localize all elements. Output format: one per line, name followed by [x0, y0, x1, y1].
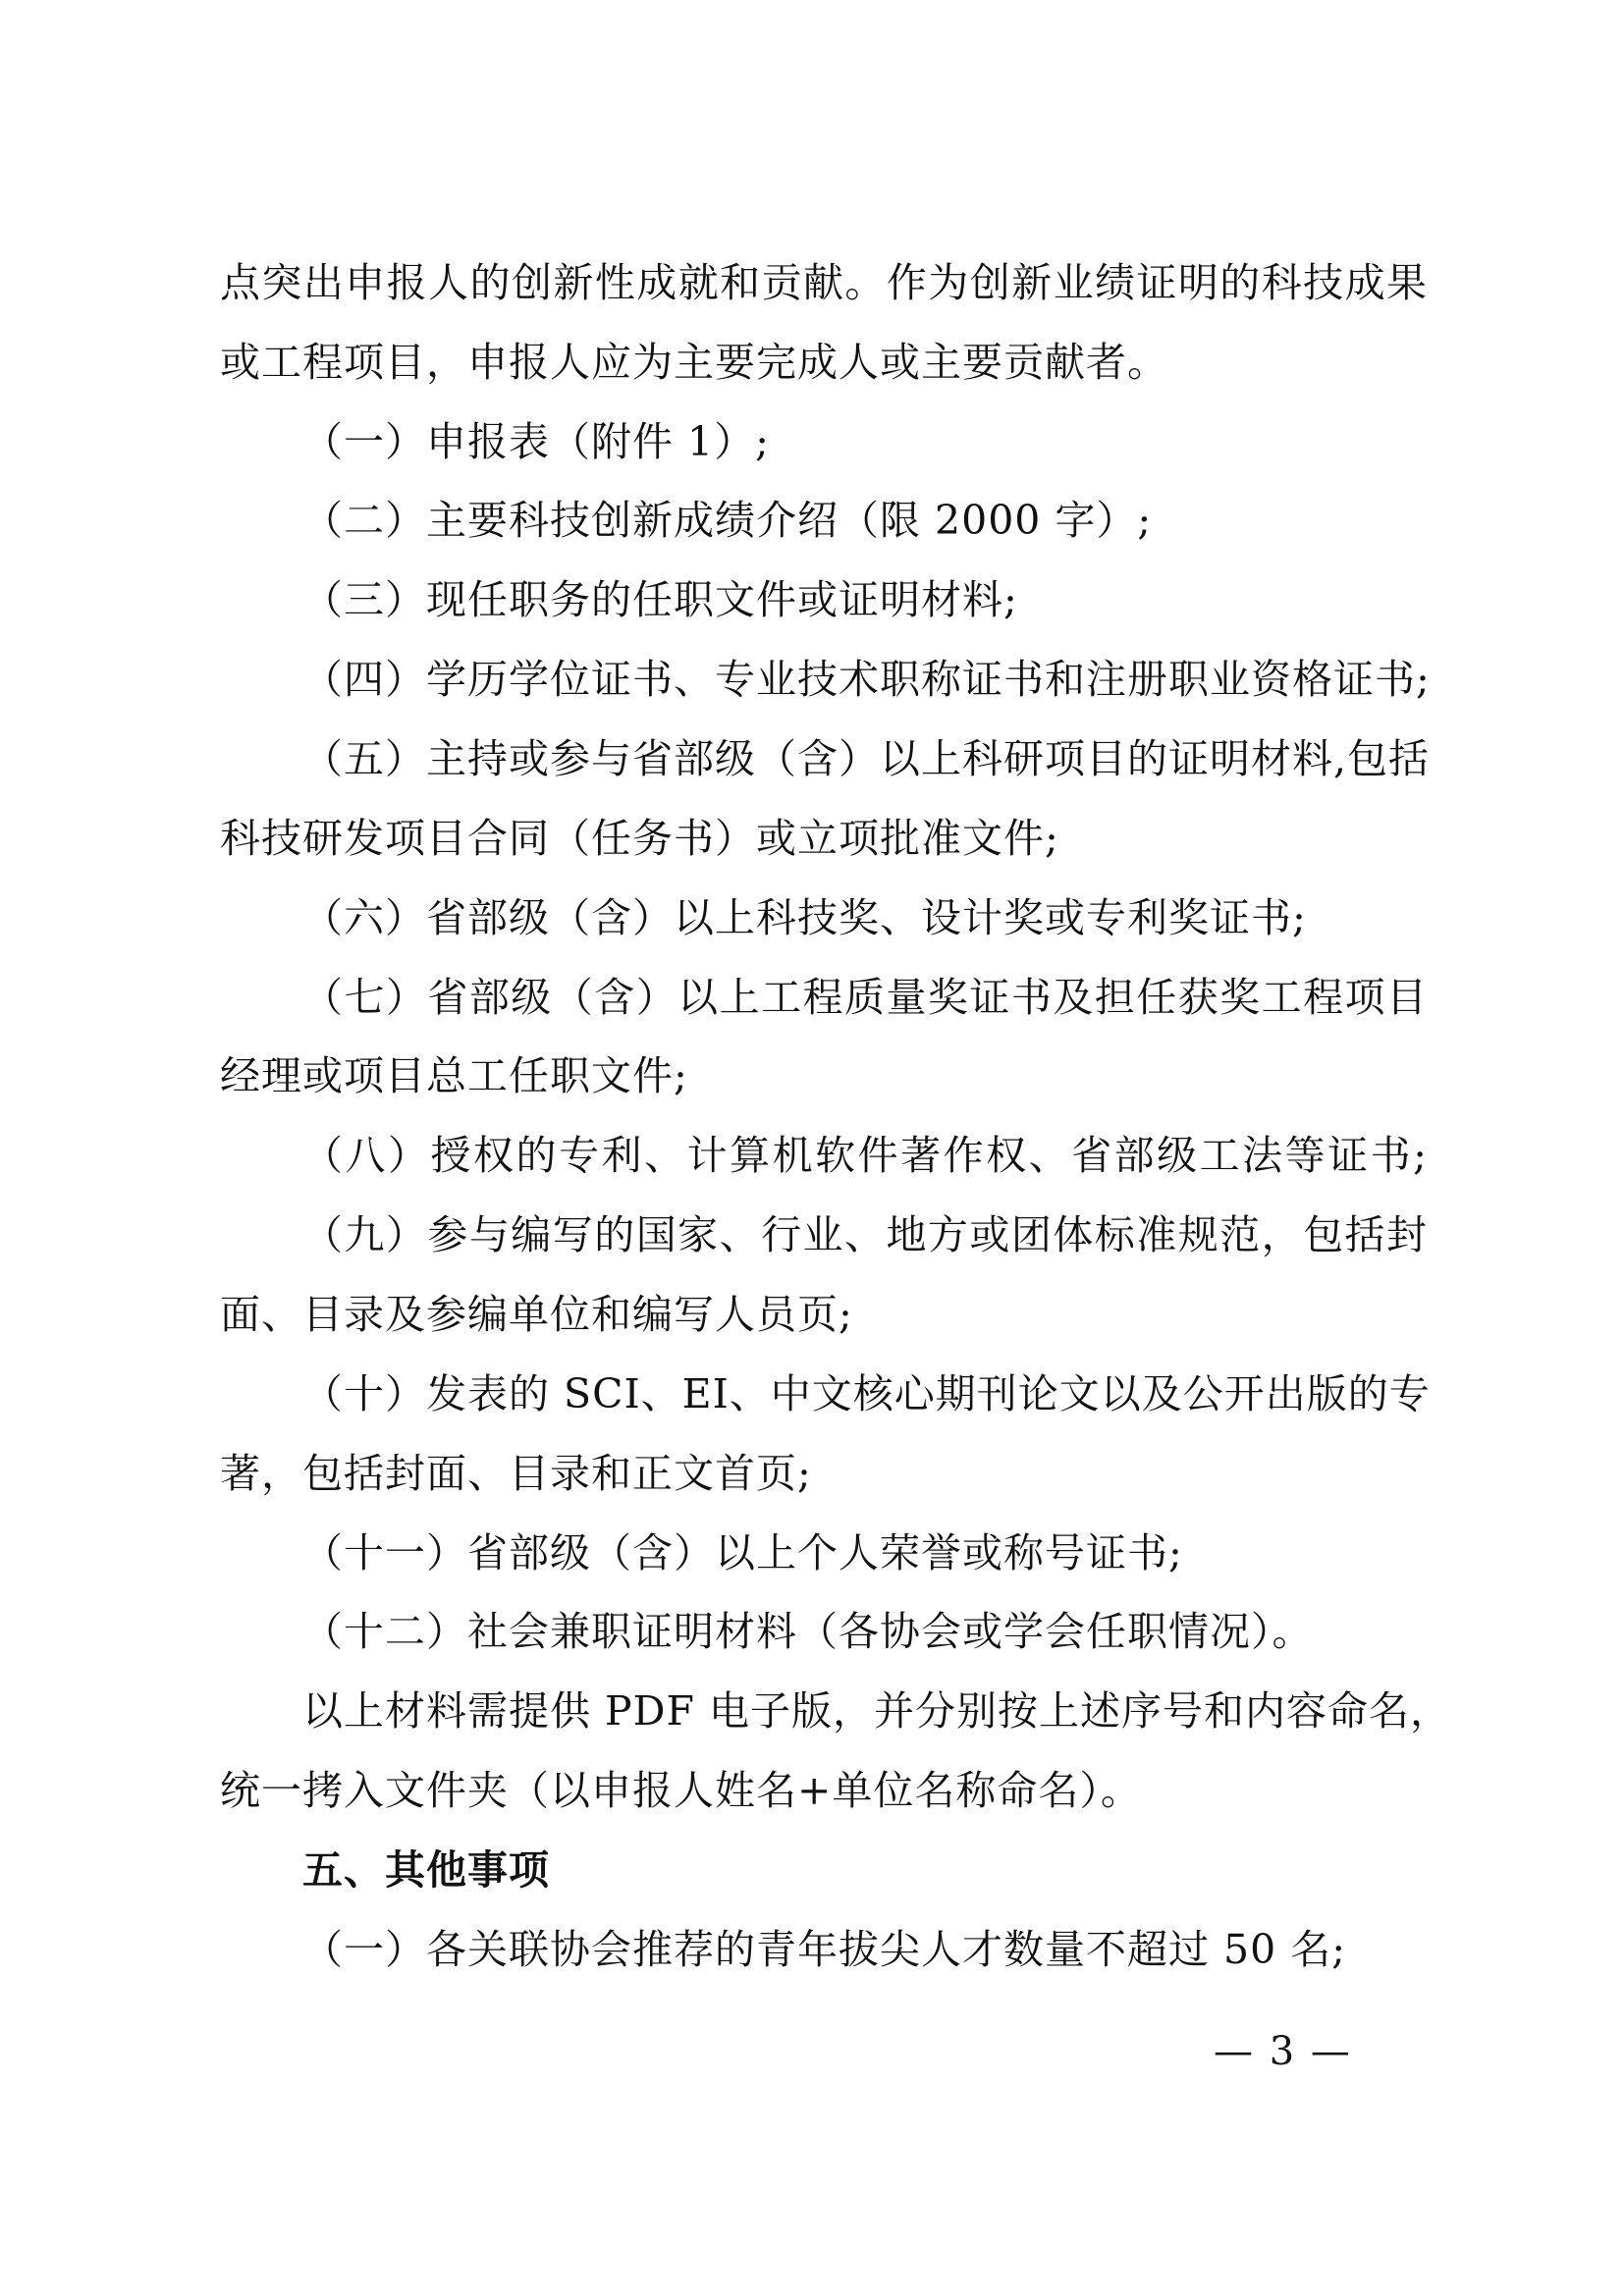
- list-item: （十二）社会兼职证明材料（各协会或学会任职情况）。: [302, 1608, 1314, 1655]
- list-item: （一）各关联协会推荐的青年拔尖人才数量不超过 50 名;: [302, 1926, 1347, 1973]
- list-item: （二）主要科技创新成绩介绍（限 2000 字）;: [302, 497, 1153, 544]
- list-item: （五）主持或参与省部级（含）以上科研项目的证明材料,包括: [302, 735, 1431, 782]
- list-item: （十一）省部级（含）以上个人荣誉或称号证书;: [302, 1529, 1183, 1576]
- list-item: （一）申报表（附件 1）;: [302, 418, 770, 465]
- list-item: （七）省部级（含）以上工程质量奖证书及担任获奖工程项目: [302, 974, 1428, 1021]
- list-item: （四）学历学位证书、专业技术职称证书和注册职业资格证书;: [302, 656, 1431, 703]
- list-item: （八）授权的专利、计算机软件著作权、省部级工法等证书;: [302, 1132, 1428, 1179]
- list-item: （九）参与编写的国家、行业、地方或团体标准规范，包括封: [302, 1211, 1428, 1258]
- list-item-continuation: 著，包括封面、目录和正文首页;: [220, 1450, 812, 1497]
- paragraph-line: 以上材料需提供 PDF 电子版，并分别按上述序号和内容命名，: [302, 1687, 1451, 1735]
- list-item-continuation: 面、目录及参编单位和编写人员页;: [220, 1291, 853, 1338]
- list-item: （十）发表的 SCI、EI、中文核心期刊论文以及公开出版的专: [302, 1370, 1431, 1417]
- paragraph-line: 点突出申报人的创新性成就和贡献。作为创新业绩证明的科技成果: [220, 259, 1428, 306]
- paragraph-line: 或工程项目，申报人应为主要完成人或主要贡献者。: [220, 339, 1168, 386]
- page-number: — 3 —: [1214, 2029, 1352, 2074]
- list-item: （六）省部级（含）以上科技奖、设计奖或专利奖证书;: [302, 894, 1307, 941]
- list-item-continuation: 经理或项目总工任职文件;: [220, 1052, 688, 1099]
- list-item: （三）现任职务的任职文件或证明材料;: [302, 576, 1018, 623]
- list-item-continuation: 科技研发项目合同（任务书）或立项批准文件;: [220, 815, 1059, 862]
- section-heading: 五、其他事项: [302, 1846, 550, 1894]
- paragraph-line: 统一拷入文件夹（以申报人姓名+单位名称命名）。: [220, 1767, 1142, 1814]
